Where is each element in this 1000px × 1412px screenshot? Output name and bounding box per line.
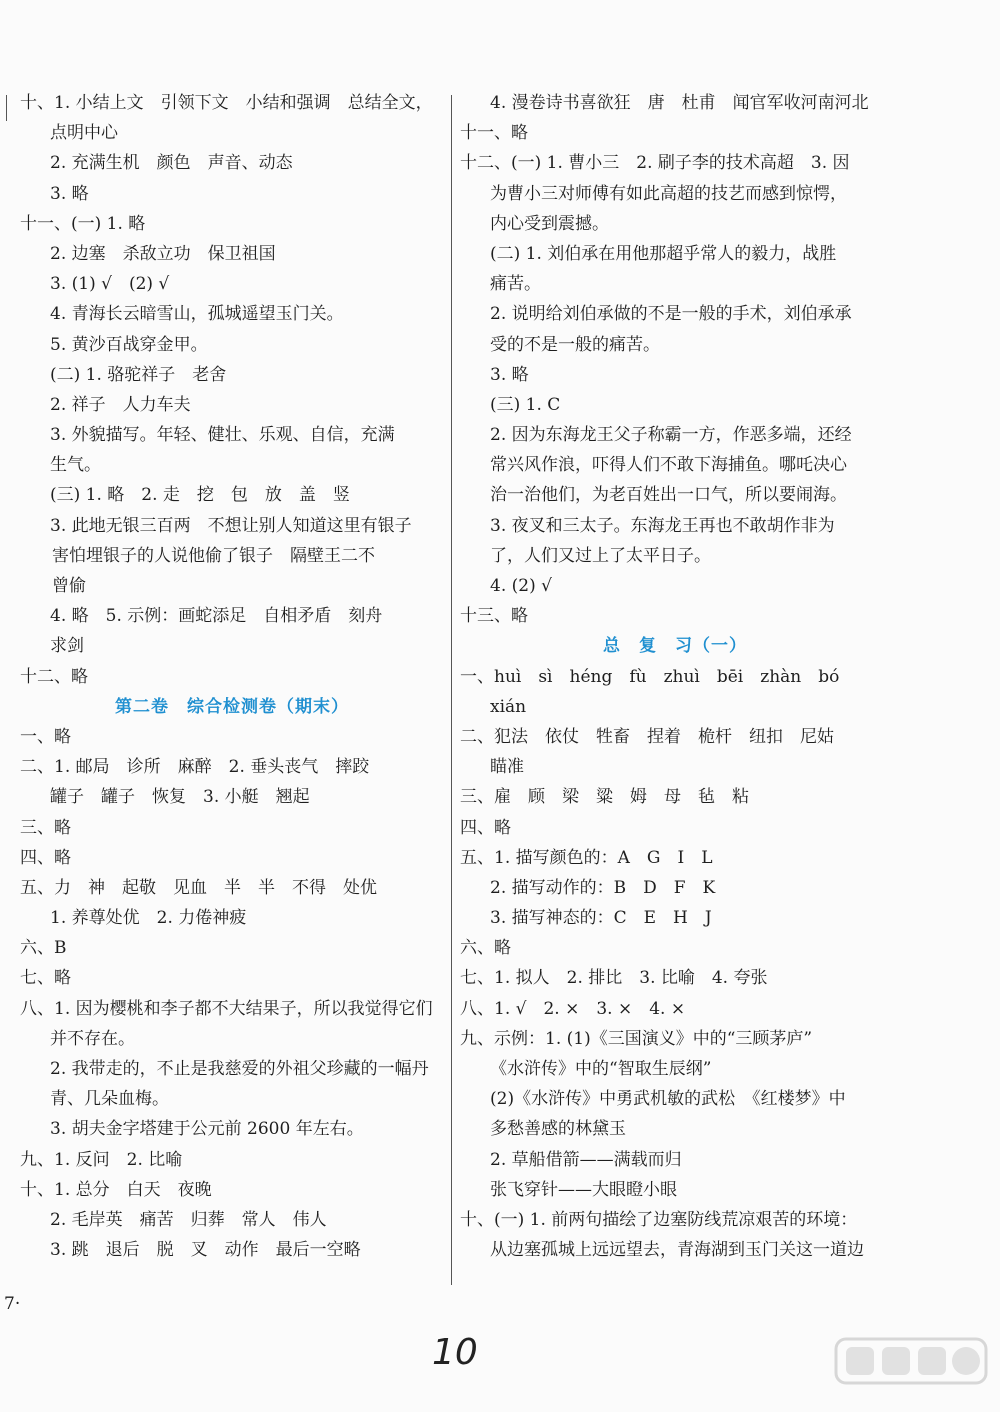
- answer-line: 4. 青海长云暗雪山，孤城遥望玉门关。: [50, 304, 344, 325]
- section-heading: 第二卷 综合检测卷（期末）: [115, 696, 349, 717]
- answer-line: 2. 说明给刘伯承做的不是一般的手术，刘伯承承: [490, 304, 852, 325]
- answer-line: 2. 我带走的，不止是我慈爱的外祖父珍藏的一幅丹: [50, 1059, 429, 1079]
- answer-line: 痛苦。: [490, 274, 541, 295]
- answer-line: 2. 草船借箭——满载而归: [490, 1149, 682, 1170]
- answer-line: 3. 描写神态的：C E H J: [490, 908, 712, 929]
- answer-line: 4. 漫卷诗书喜欲狂 唐 杜甫 闻官军收河南河北: [490, 93, 869, 113]
- watermark-logo: [832, 1335, 992, 1407]
- answer-line: 并不存在。: [50, 1028, 135, 1049]
- answer-line: 3. 此地无银三百两 不想让别人知道这里有银子: [50, 515, 412, 536]
- answer-line: 为曹小三对师傅有如此高超的技艺而感到惊愕，: [490, 183, 847, 204]
- answer-line: 九、1. 反问 2. 比喻: [20, 1149, 183, 1170]
- answer-line: 十三、略: [460, 606, 528, 627]
- answer-line: 十二、(一) 1. 曹小三 2. 刷子李的技术高超 3. 因: [460, 153, 850, 174]
- page-number: 7·: [4, 1294, 21, 1314]
- answer-line: 内心受到震撼。: [490, 213, 609, 234]
- answer-line: 十、(一) 1. 前两句描绘了边塞防线荒凉艰苦的环境：: [460, 1209, 858, 1230]
- answer-line: 2. 充满生机 颜色 声音、动态: [50, 153, 293, 174]
- answer-line: 二、犯法 依仗 牲畜 捏着 桅杆 纽扣 尼姑: [460, 726, 834, 747]
- answer-line: 五、力 神 起敬 见血 半 半 不得 处优: [20, 877, 377, 898]
- answer-line: 十、1. 总分 白天 夜晚: [20, 1179, 212, 1200]
- answer-line: 2. 因为东海龙王父子称霸一方，作恶多端，还经: [490, 425, 852, 446]
- answer-line: 2. 祥子 人力车夫: [50, 394, 191, 415]
- answer-line: 七、1. 拟人 2. 排比 3. 比喻 4. 夸张: [460, 968, 768, 989]
- answer-line: 了，人们又过上了太平日子。: [490, 545, 711, 566]
- answer-line: 八、1. √ 2. × 3. × 4. ×: [460, 998, 686, 1019]
- answer-line: 六、B: [20, 938, 67, 959]
- answer-line: 十二、略: [20, 666, 88, 687]
- answer-line: 2. 描写动作的：B D F K: [490, 877, 716, 898]
- answer-line: (三) 1. 略 2. 走 挖 包 放 盖 竖: [50, 485, 350, 506]
- answer-line: 4. 略 5. 示例：画蛇添足 自相矛盾 刻舟: [50, 606, 383, 627]
- answer-line: 一、略: [20, 726, 71, 747]
- right-column: [460, 88, 890, 1265]
- answer-line: 十、1. 小结上文 引领下文 小结和强调 总结全文，: [20, 93, 433, 113]
- answer-line: 3. 略: [490, 364, 529, 385]
- answer-line: 五、1. 描写颜色的：A G I L: [460, 847, 713, 868]
- answer-line: 四、略: [20, 847, 71, 868]
- answer-line: 十一、略: [460, 123, 528, 144]
- answer-line: (三) 1. C: [490, 394, 561, 415]
- answer-line: 三、略: [20, 817, 71, 838]
- answer-line: 二、1. 邮局 诊所 麻醉 2. 垂头丧气 摔跤: [20, 757, 370, 778]
- answer-line: 求剑: [50, 636, 84, 657]
- column-divider: [451, 95, 452, 1285]
- answer-line: 受的不是一般的痛苦。: [490, 334, 660, 355]
- answer-line: (2)《水浒传》中勇武机敏的武松 《红楼梦》中: [490, 1089, 846, 1110]
- answer-line: (二) 1. 刘伯承在用他那超乎常人的毅力，战胜: [490, 243, 837, 264]
- answer-line: 曾偷: [52, 576, 86, 596]
- answer-line: 3. 跳 退后 脱 叉 动作 最后一空略: [50, 1240, 361, 1261]
- answer-line: 四、略: [460, 817, 511, 838]
- answer-line: 三、雇 顾 梁 粱 姆 母 毡 粘: [460, 787, 749, 808]
- left-column: [20, 88, 444, 1265]
- answer-line: 4. (2) √: [490, 576, 552, 596]
- answer-line: 5. 黄沙百战穿金甲。: [50, 334, 208, 355]
- answer-line: 2. 边塞 杀敌立功 保卫祖国: [50, 243, 276, 264]
- answer-line: 多愁善感的林黛玉: [490, 1119, 626, 1140]
- answer-line: 3. (1) √ (2) √: [50, 274, 170, 295]
- answer-line: 2. 毛岸英 痛苦 归葬 常人 伟人: [50, 1209, 327, 1230]
- answer-line: 害怕埋银子的人说他偷了银子 隔壁王二不: [52, 545, 375, 566]
- answer-line: 3. 夜叉和三太子。东海龙王再也不敢胡作非为: [490, 515, 835, 536]
- answer-line: 八、1. 因为樱桃和李子都不大结果子，所以我觉得它们: [20, 998, 433, 1019]
- answer-line: 一、huì sì héng fù zhuì bēi zhàn bó: [460, 666, 840, 687]
- answer-line: 六、略: [460, 938, 511, 959]
- section-heading: 总 复 习（一）: [603, 636, 747, 657]
- answer-line: 常兴风作浪，吓得人们不敢下海捕鱼。哪吒决心: [490, 455, 847, 476]
- answer-line: 九、示例：1. (1)《三国演义》中的“三顾茅庐”: [460, 1028, 813, 1049]
- answer-line: (二) 1. 骆驼祥子 老舍: [50, 364, 227, 385]
- answer-line: 《水浒传》中的“智取生辰纲”: [490, 1059, 712, 1079]
- answer-line: 青、几朵血梅。: [50, 1089, 169, 1110]
- answer-line: 3. 略: [50, 183, 89, 204]
- answer-line: 十一、(一) 1. 略: [20, 213, 146, 234]
- answer-line: 罐子 罐子 恢复 3. 小艇 翘起: [50, 787, 310, 808]
- answer-line: 点明中心: [50, 123, 118, 144]
- answer-line: 生气。: [50, 455, 101, 476]
- answer-line: 1. 养尊处优 2. 力倦神疲: [50, 908, 247, 929]
- margin-mark: [6, 95, 7, 121]
- answer-line: 张飞穿针——大眼瞪小眼: [490, 1179, 677, 1200]
- handwritten-page-note: 10: [432, 1332, 478, 1373]
- answer-line: xián: [490, 696, 527, 717]
- answer-line: 治一治他们，为老百姓出一口气，所以要闹海。: [490, 485, 847, 506]
- answer-line: 从边塞孤城上远远望去，青海湖到玉门关这一道边: [490, 1240, 864, 1261]
- answer-line: 3. 外貌描写。年轻、健壮、乐观、自信，充满: [50, 425, 395, 446]
- answer-line: 瞄准: [490, 757, 524, 778]
- answer-line: 七、略: [20, 968, 71, 989]
- answer-line: 3. 胡夫金字塔建于公元前 2600 年左右。: [50, 1119, 364, 1140]
